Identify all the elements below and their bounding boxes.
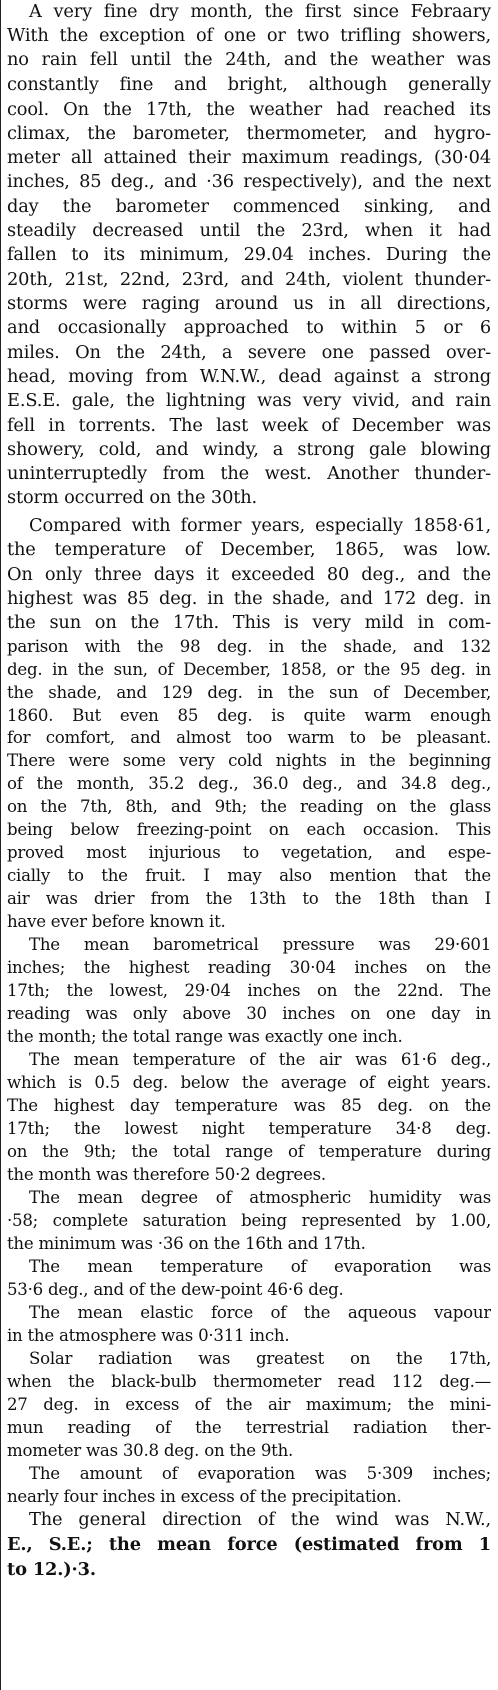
text-line: mun reading of the terrestrial radiation ther- <box>7 1418 491 1437</box>
text-line: Solar radiation was greatest on the 17th, <box>29 1349 491 1368</box>
text-line: The mean temperature of the air was 61·6 deg., <box>29 1050 491 1069</box>
text-line: fell in torrents. The last week of December was <box>7 415 491 436</box>
text-line: the shade, and 129 deg. in the sun of December, <box>7 683 491 702</box>
text-line: for comfort, and almost too warm to be pleasant. <box>7 728 491 747</box>
text-line: Compared with former years, especially 1858·61, <box>29 515 491 536</box>
text-line: to 12.)·3. <box>7 1559 96 1580</box>
text-line: constantly fine and bright, although generally <box>7 74 491 95</box>
text-line: inches; the highest reading 30·04 inches on the <box>7 958 491 977</box>
text-line: cially to the fruit. I may also mention that the <box>7 866 491 885</box>
text-line: day the barometer commenced sinking, and <box>7 196 491 217</box>
text-line: miles. On the 24th, a severe one passed over- <box>7 342 491 363</box>
text-line: being below freezing-point on each occasion. This <box>7 820 491 839</box>
text-line: have ever before known it. <box>7 912 226 931</box>
text-line: 17th; the lowest night temperature 34·8 deg. <box>7 1119 491 1138</box>
text-line: The amount of evaporation was 5·309 inches; <box>29 1464 491 1483</box>
text-line: the month was therefore 50·2 degrees. <box>7 1165 326 1184</box>
text-line: E., S.E.; the mean force (estimated from 1 <box>7 1534 491 1555</box>
text-line: the month; the total range was exactly one inch. <box>7 1027 403 1046</box>
text-line: in the atmosphere was 0·311 inch. <box>7 1326 290 1345</box>
text-line: 20th, 21st, 22nd, 23rd, and 24th, violent thunder- <box>7 269 491 290</box>
text-line: fallen to its minimum, 29.04 inches. During the <box>7 244 491 265</box>
text-line: mometer was 30.8 deg. on the 9th. <box>7 1441 294 1460</box>
text-line: the sun on the 17th. This is very mild in com- <box>7 612 491 633</box>
text-line: climax, the barometer, thermometer, and hygro- <box>7 123 491 144</box>
text-line: storms were raging around us in all directions, <box>7 293 491 314</box>
text-line: on the 9th; the total range of temperature during <box>7 1142 491 1161</box>
text-line: ·58; complete saturation being represented by 1.00, <box>7 1211 491 1230</box>
text-line: The general direction of the wind was N.W., <box>29 1509 491 1530</box>
text-line: of the month, 35.2 deg., 36.0 deg., and 34.8 deg., <box>7 774 491 793</box>
text-line: and occasionally approached to within 5 or 6 <box>7 317 491 338</box>
text-line: On only three days it exceeded 80 deg., and the <box>7 564 491 585</box>
text-line: on the 7th, 8th, and 9th; the reading on the glass <box>7 797 491 816</box>
text-line: head, moving from W.N.W., dead against a strong <box>7 366 491 387</box>
text-line: proved most injurious to vegetation, and espe- <box>7 843 491 862</box>
text-line: nearly four inches in excess of the precipitation. <box>7 1487 402 1506</box>
text-line: There were some very cold nights in the beginning <box>7 751 491 770</box>
text-line: E.S.E. gale, the lightning was very vivid, and rain <box>7 390 491 411</box>
text-line: the minimum was ·36 on the 16th and 17th. <box>7 1234 366 1253</box>
text-line: The highest day temperature was 85 deg. on the <box>7 1096 491 1115</box>
text-line: parison with the 98 deg. in the shade, and 132 <box>7 637 491 656</box>
text-line: which is 0.5 deg. below the average of eight years. <box>7 1073 491 1092</box>
text-line: cool. On the 17th, the weather had reached its <box>7 99 491 120</box>
text-line: the temperature of December, 1865, was low. <box>7 539 491 560</box>
text-line: A very fine dry month, the first since Febraary <box>29 1 491 22</box>
text-line: air was drier from the 13th to the 18th than I <box>7 889 491 908</box>
text-line: highest was 85 deg. in the shade, and 172 deg. in <box>7 588 491 609</box>
text-line: when the black-bulb thermometer read 112 deg.— <box>7 1372 491 1391</box>
text-line: storm occurred on the 30th. <box>7 487 258 508</box>
text-line: The mean barometrical pressure was 29·601 <box>29 935 491 954</box>
text-line: 27 deg. in excess of the air maximum; the mini- <box>7 1395 491 1414</box>
text-line: steadily decreased until the 23rd, when it had <box>7 220 491 241</box>
text-line: showery, cold, and windy, a strong gale blowing <box>7 439 491 460</box>
text-line: inches, 85 deg., and ·36 respectively), and the next <box>7 171 491 192</box>
text-line: no rain fell until the 24th, and the weather was <box>7 49 491 70</box>
text-line: 53·6 deg., and of the dew-point 46·6 deg. <box>7 1280 344 1299</box>
text-line: The mean degree of atmospheric humidity was <box>29 1188 491 1207</box>
text-line: 1860. But even 85 deg. is quite warm enough <box>7 706 491 725</box>
text-line: 17th; the lowest, 29·04 inches on the 22nd. The <box>7 981 491 1000</box>
text-line: With the exception of one or two trifling showers, <box>7 25 491 46</box>
text-line: uninterruptedly from the west. Another thunder- <box>7 463 491 484</box>
text-line: The mean elastic force of the aqueous vapour <box>29 1303 491 1322</box>
text-line: meter all attained their maximum readings, (30·04 <box>7 147 491 168</box>
text-line: reading was only above 30 inches on one day in <box>7 1004 491 1023</box>
text-line: deg. in the sun, of December, 1858, or the 95 deg. in <box>7 660 491 679</box>
text-line: The mean temperature of evaporation was <box>29 1257 491 1276</box>
